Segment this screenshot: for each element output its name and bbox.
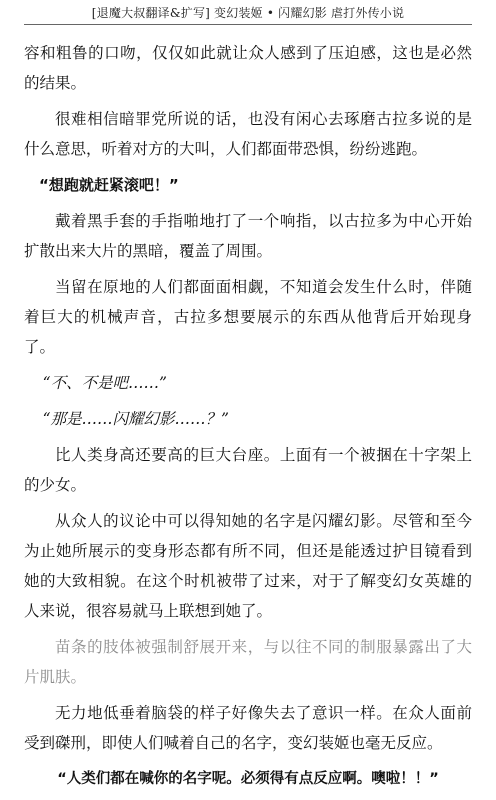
paragraph-gray: 苗条的肢体被强制舒展开来，与以往不同的制服暴露出了大片肌肤。	[24, 638, 472, 686]
header-divider	[24, 24, 472, 25]
document-body	[24, 38, 472, 794]
paragraph: 从众人的议论中可以得知她的名字是闪耀幻影。尽管和至今为止她所展示的变身形态都有所不同，但还是能透过护目镜看到她的大致相貌。在这个时机被带了过来，对于了解变幻女英雄的人来说，很容易就马上联想到她了。	[24, 512, 472, 620]
paragraph: 戴着黑手套的手指啪地打了一个响指，以古拉多为中心开始扩散出来大片的黑暗，覆盖了周围。	[24, 212, 472, 260]
paragraph: 比人类身高还要高的巨大台座。上面有一个被捆在十字架上的少女。	[24, 446, 472, 494]
dialogue-line-italic: “那是……闪耀幻影……？”	[42, 410, 229, 428]
dialogue-line-bold-centered: “人类们都在喊你的名字呢。必须得有点反应啊。噢啦！！”	[57, 771, 439, 787]
dialogue-line-bold: “想跑就赶紧滚吧！”	[39, 176, 179, 194]
paragraph: 无力地低垂着脑袋的样子好像失去了意识一样。在众人面前受到磔刑，即使人们喊着自己的名字，变幻装姬也毫无反应。	[24, 704, 472, 752]
page-header: [退魔大叔翻译&扩写] 变幻装姬 • 闪耀幻影 虐打外传小说	[91, 6, 405, 20]
paragraph-continuation: 容和粗鲁的口吻，仅仅如此就让众人感到了压迫感，这也是必然的结果。	[24, 44, 472, 92]
paragraph: 很难相信暗罪党所说的话，也没有闲心去琢磨古拉多说的是什么意思，听着对方的大叫，人们都面带恐惧，纷纷逃跑。	[24, 110, 472, 158]
paragraph: 当留在原地的人们都面面相觑，不知道会发生什么时，伴随着巨大的机械声音，古拉多想要展示的东西从他背后开始现身了。	[24, 278, 472, 356]
dialogue-line-italic: “不、不是吧……”	[42, 374, 167, 392]
